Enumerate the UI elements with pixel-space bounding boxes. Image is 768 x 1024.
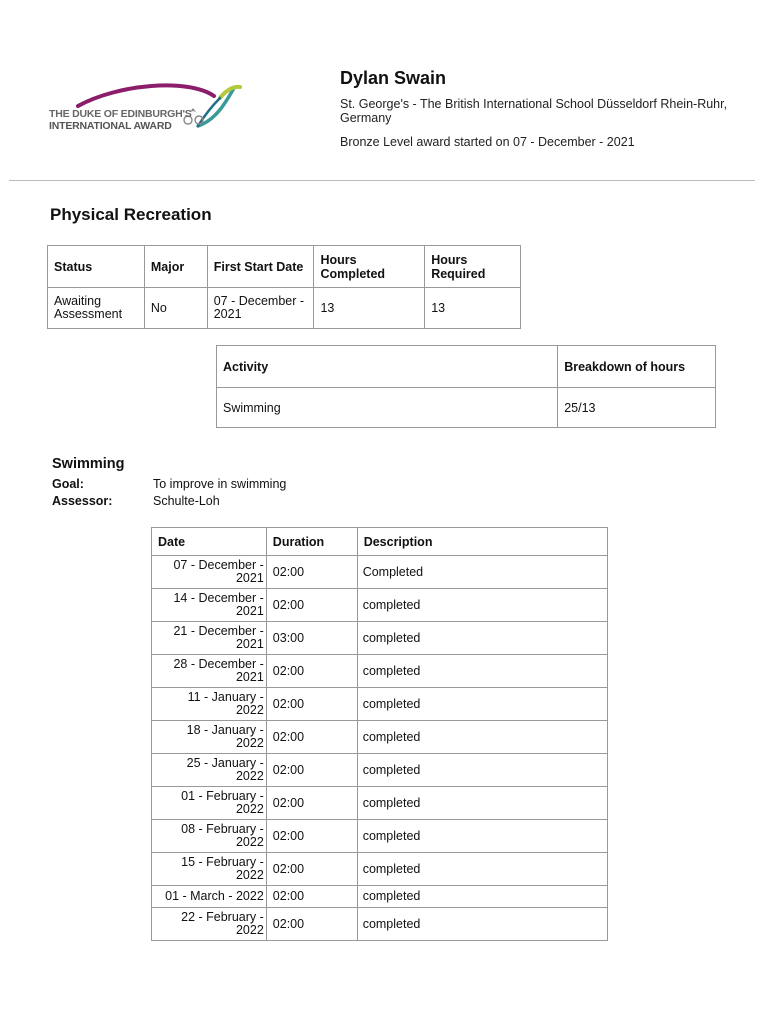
date-cell: 28 - December - 2021 (152, 655, 267, 688)
date-cell: 22 - February - 2022 (152, 908, 267, 941)
column-header: Status (48, 246, 145, 288)
description-cell: completed (357, 820, 607, 853)
duration-cell: 02:00 (266, 853, 357, 886)
table-row (152, 622, 608, 655)
duration-cell: 02:00 (266, 908, 357, 941)
duration-cell: 02:00 (266, 556, 357, 589)
duration-cell: 02:00 (266, 655, 357, 688)
table-row (152, 556, 608, 589)
participant-header (340, 68, 740, 149)
description-cell: completed (357, 787, 607, 820)
table-row (152, 820, 608, 853)
first-start-date-cell: 07 - December - 2021 (207, 288, 314, 329)
hours-breakdown-cell: 25/13 (558, 388, 716, 428)
hours-required-cell: 13 (425, 288, 521, 329)
status-cell: Awaiting Assessment (48, 288, 145, 329)
column-header: Activity (217, 346, 558, 388)
award-logo (48, 80, 244, 138)
table-row (152, 853, 608, 886)
divider (9, 180, 755, 181)
column-header: Duration (266, 528, 357, 556)
date-cell: 11 - January - 2022 (152, 688, 267, 721)
description-cell: completed (357, 754, 607, 787)
assessor-label: Assessor: (52, 494, 113, 508)
table-header-row (152, 528, 608, 556)
participant-name: Dylan Swain (340, 68, 447, 88)
logo-line1: THE DUKE OF EDINBURGH'S (49, 108, 192, 120)
column-header: First Start Date (207, 246, 314, 288)
description-cell: completed (357, 622, 607, 655)
activity-title: Swimming (52, 456, 125, 472)
table-row (152, 721, 608, 754)
logo-wordmark (49, 108, 192, 132)
hours-completed-cell: 13 (314, 288, 425, 329)
date-cell: 01 - March - 2022 (152, 886, 267, 908)
duration-cell: 03:00 (266, 622, 357, 655)
date-cell: 18 - January - 2022 (152, 721, 267, 754)
date-cell: 25 - January - 2022 (152, 754, 267, 787)
duration-cell: 02:00 (266, 820, 357, 853)
goal-label: Goal: (52, 477, 84, 491)
table-row (152, 688, 608, 721)
duration-cell: 02:00 (266, 589, 357, 622)
description-cell: completed (357, 688, 607, 721)
duration-cell: 02:00 (266, 787, 357, 820)
activity-log-table (151, 527, 608, 941)
table-row (152, 908, 608, 941)
date-cell: 15 - February - 2022 (152, 853, 267, 886)
table-row (217, 388, 716, 428)
table-row (152, 589, 608, 622)
column-header: Breakdown of hours (558, 346, 716, 388)
date-cell: 21 - December - 2021 (152, 622, 267, 655)
description-cell: completed (357, 655, 607, 688)
table-header-row (48, 246, 521, 288)
column-header: Date (152, 528, 267, 556)
table-row (152, 886, 608, 908)
major-cell: No (144, 288, 207, 329)
table-row (152, 754, 608, 787)
column-header: Hours Completed (314, 246, 425, 288)
duration-cell: 02:00 (266, 754, 357, 787)
award-start-line: Bronze Level award started on 07 - December - 2021 (340, 135, 635, 149)
column-header: Major (144, 246, 207, 288)
table-header-row (217, 346, 716, 388)
section-summary-table (47, 245, 521, 329)
description-cell: completed (357, 853, 607, 886)
date-cell: 08 - February - 2022 (152, 820, 267, 853)
table-row (48, 288, 521, 329)
duration-cell: 02:00 (266, 886, 357, 908)
table-row (152, 655, 608, 688)
table-row (152, 787, 608, 820)
column-header: Description (357, 528, 607, 556)
date-cell: 07 - December - 2021 (152, 556, 267, 589)
logo-line2: INTERNATIONAL AWARD (49, 120, 172, 132)
description-cell: completed (357, 589, 607, 622)
goal-value: To improve in swimming (153, 477, 287, 491)
description-cell: completed (357, 908, 607, 941)
date-cell: 14 - December - 2021 (152, 589, 267, 622)
school-name: St. George's - The British International School Düsseldorf Rhein-Ruhr, Germany (340, 97, 728, 125)
description-cell: completed (357, 886, 607, 908)
section-title: Physical Recreation (50, 205, 212, 224)
duration-cell: 02:00 (266, 721, 357, 754)
activity-name-cell: Swimming (217, 388, 558, 428)
duration-cell: 02:00 (266, 688, 357, 721)
activity-meta (52, 476, 286, 510)
date-cell: 01 - February - 2022 (152, 787, 267, 820)
assessor-value: Schulte-Loh (153, 494, 220, 508)
description-cell: completed (357, 721, 607, 754)
description-cell: Completed (357, 556, 607, 589)
activities-table (216, 345, 716, 428)
column-header: Hours Required (425, 246, 521, 288)
